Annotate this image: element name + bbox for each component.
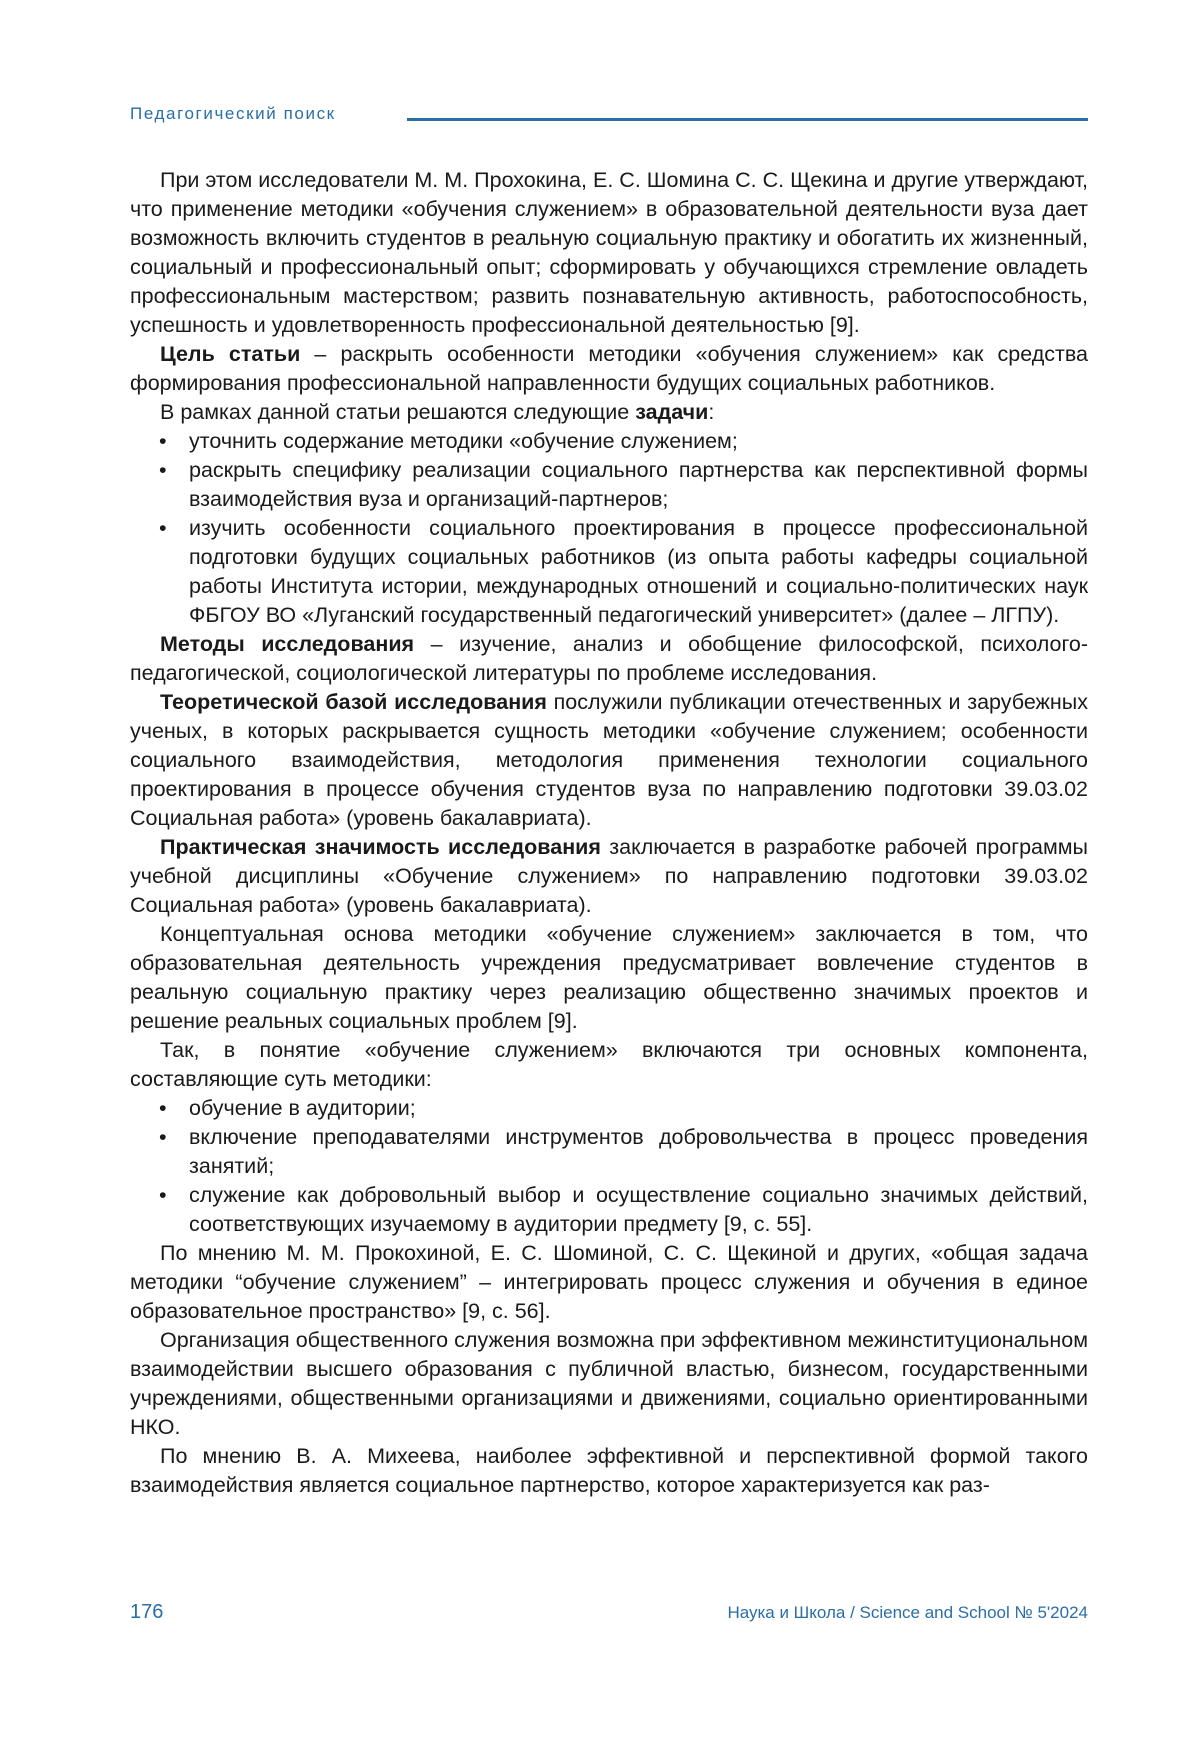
methods-label: Методы исследования (160, 632, 415, 656)
theory-label: Теоретической базой исследования (160, 690, 547, 714)
paragraph-tasks-intro: В рамках данной статьи решаются следующие задачи: (160, 400, 715, 424)
list-item: • служение как добровольный выбор и осуществление социально значимых действий, соответствующих изучаемому в аудитории предмету [9, с. 55]. (130, 1181, 1088, 1239)
paragraph-methods: Методы исследования – изучение, анализ и обобщение философской, психолого-педагогической, социологической литературы по проблеме исследования. (130, 632, 1089, 685)
journal-title: Наука и Школа / Science and School № 5'2024 (727, 1603, 1088, 1622)
paragraph-goal: Цель статьи – раскрыть особенности методики «обучения служением» как средства формирования профессиональной направленности будущих социальных работников. (130, 342, 1089, 395)
paragraph: Организация общественного служения возможна при эффективном межинституциональном взаимодействии высшего образования с публичной властью, бизнесом, государственными учреждениями, общественными организациями и движениями, социально ориентированными НКО. (130, 1328, 1088, 1439)
list-item: • изучить особенности социального проектирования в процессе профессиональной подготовки будущих социальных работников (из опыта работы кафедры социальной работы Института истории, международных отношений и социально-политических наук ФБГОУ ВО «Луганский государственный педагогический университет» (далее – ЛГПУ). (130, 514, 1088, 630)
list-item: • обучение в аудитории; (130, 1094, 1088, 1123)
article-body (130, 166, 1088, 1500)
components-list (130, 1094, 1088, 1239)
goal-label: Цель статьи (160, 342, 301, 366)
header-rule (407, 118, 1088, 121)
page-number: 176 (130, 1601, 164, 1623)
section-title: Педагогический поиск (130, 104, 336, 123)
list-item: • раскрыть специфику реализации социального партнерства как перспективной формы взаимодействия вуза и организаций-партнеров; (130, 456, 1088, 514)
paragraph: По мнению М. М. Прокохиной, Е. С. Шоминой, С. С. Щекиной и других, «общая задача методики “обучение служением” – интегрировать процесс служения и обучения в единое образовательное пространство» [9, с. 56]. (130, 1241, 1088, 1323)
list-item: • включение преподавателями инструментов добровольчества в процесс проведения занятий; (130, 1123, 1088, 1181)
paragraph-significance: Практическая значимость исследования заключается в разработке рабочей программы учебной дисциплины «Обучение служением» по направлению подготовки 39.03.02 Социальная работа» (уровень бакалавриата). (130, 835, 1088, 917)
running-header (130, 104, 1088, 128)
tasks-list (130, 427, 1088, 630)
list-item: • уточнить содержание методики «обучение служением; (130, 427, 1088, 456)
paragraph: Концептуальная основа методики «обучение служением» заключается в том, что образовательная деятельность учреждения предусматривает вовлечение студентов в реальную социальную практику через реализацию общественно значимых проектов и решение реальных социальных проблем [9]. (130, 922, 1088, 1033)
significance-label: Практическая значимость исследования (160, 835, 601, 859)
paragraph-theory: Теоретической базой исследования послужили публикации отечественных и зарубежных ученых, в которых раскрывается сущность методики «обучение служением; особенности социального взаимодействия, методология применения технологии социального проектирования в процессе обучения студентов вуза по направлению подготовки 39.03.02 Социальная работа» (уровень бакалавриата). (130, 690, 1088, 830)
paragraph: Так, в понятие «обучение служением» включаются три основных компонента, составляющие суть методики: (130, 1038, 1088, 1091)
tasks-label: задачи (635, 400, 709, 424)
paragraph: По мнению В. А. Михеева, наиболее эффективной и перспективной формой такого взаимодействия является социальное партнерство, которое характеризуется как раз- (130, 1444, 1088, 1497)
running-footer (130, 1601, 1088, 1627)
paragraph: При этом исследователи М. М. Прохокина, Е. С. Шомина С. С. Щекина и другие утверждают, что применение методики «обучения служением» в образовательной деятельности вуза дает возможность включить студентов в реальную социальную практику и обогатить их жизненный, социальный и профессиональный опыт; сформировать у обучающихся стремление овладеть профессиональным мастерством; развить познавательную активность, работоспособность, успешность и удовлетворенность профессиональной деятельностью [9]. (130, 168, 1088, 337)
